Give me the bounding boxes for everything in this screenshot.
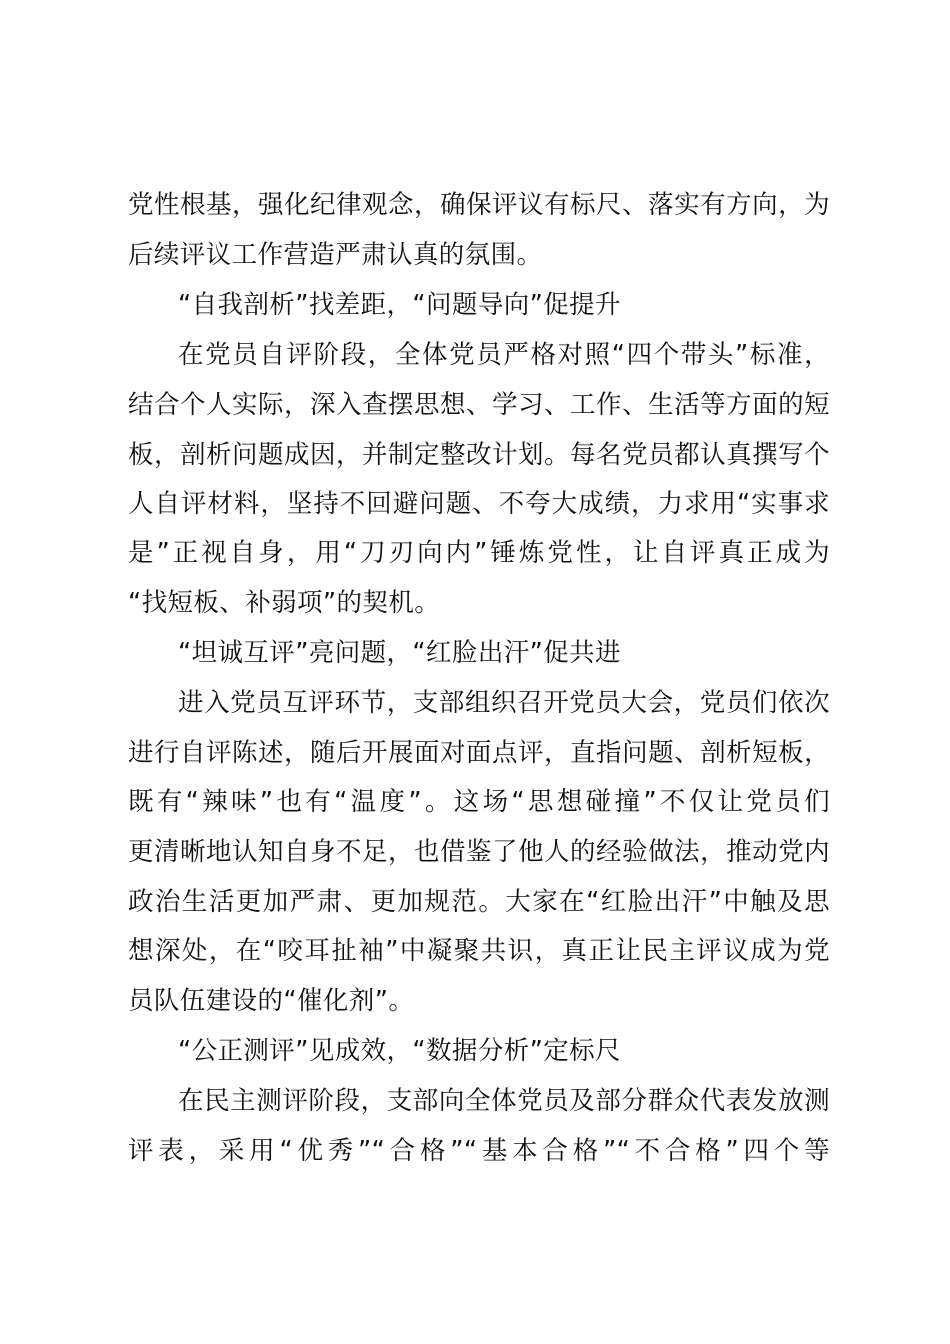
paragraph-line: 更清晰地认知自身不足，也借鉴了他人的经验做法，推动党内 — [128, 837, 830, 867]
paragraph-line: 在民主测评阶段，支部向全体党员及部分群众代表发放测 — [178, 1086, 830, 1116]
paragraph-line: “找短板、补弱项”的契机。 — [128, 588, 441, 618]
paragraph-line: 板，剖析问题成因，并制定整改计划。每名党员都认真撰写个 — [128, 440, 830, 470]
paragraph-line: 在党员自评阶段，全体党员严格对照“四个带头”标准， — [178, 340, 830, 370]
paragraph-line: 人自评材料，坚持不回避问题、不夸大成绩，力求用“实事求 — [128, 489, 830, 519]
paragraph-line: 后续评议工作营造严肃认真的氛围。 — [128, 240, 543, 270]
paragraph-line: 政治生活更加严肃、更加规范。大家在“红脸出汗”中触及思 — [128, 887, 830, 917]
section-heading: “公正测评”见成效，“数据分析”定标尺 — [178, 1036, 621, 1066]
section-heading: “坦诚互评”亮问题，“红脸出汗”促共进 — [178, 638, 621, 668]
paragraph-line: 既有“辣味”也有“温度”。这场“思想碰撞”不仅让党员们 — [128, 787, 830, 817]
paragraph-line: 评表，采用“优秀”“合格”“基本合格”“不合格”四个等 — [128, 1136, 830, 1166]
paragraph-line: 想深处，在“咬耳扯袖”中凝聚共识，真正让民主评议成为党 — [128, 936, 830, 966]
section-heading: “自我剖析”找差距，“问题导向”促提升 — [178, 290, 621, 320]
paragraph-line: 是”正视自身，用“刀刃向内”锤炼党性，让自评真正成为 — [128, 538, 830, 568]
paragraph-line: 结合个人实际，深入查摆思想、学习、工作、生活等方面的短 — [128, 390, 830, 420]
paragraph-line: 员队伍建设的“催化剂”。 — [128, 986, 415, 1016]
paragraph-line: 进入党员互评环节，支部组织召开党员大会，党员们依次 — [178, 688, 830, 718]
paragraph-line: 进行自评陈述，随后开展面对面点评，直指问题、剖析短板， — [128, 738, 830, 768]
paragraph-line: 党性根基，强化纪律观念，确保评议有标尺、落实有方向，为 — [128, 190, 830, 220]
